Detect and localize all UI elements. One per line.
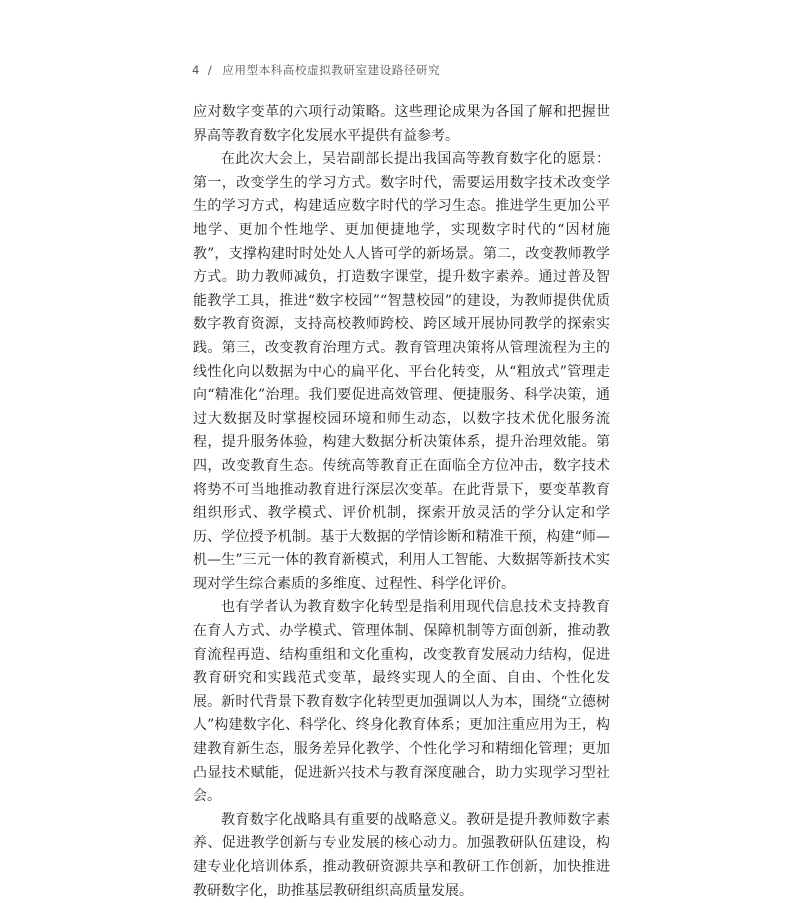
paragraph-strategy: 教育数字化战略具有重要的战略意义。教研是提升教师数字素养、促进教学创新与专业发展的核心动力。加强教研队伍建设，构建专业化培训体系，推动教研资源共享和教研工作创新，加快推进教研数字化，助推基层教研组织高质量发展。 — [193, 811, 610, 899]
paragraph-scholars: 也有学者认为教育数字化转型是指利用现代信息技术支持教育在育人方式、办学模式、管理体制、保障机制等方面创新，推动教育流程再造、结构重组和文化重构，改变教育发展动力结构，促进教育研究和实践范式变革，最终实现人的全面、自由、个性化发展。新时代背景下教育数字化转型更加强调以人为本，围绕“立德树人”构建数字化、科学化、终身化教育体系；更加注重应用为王，构建教育新生态，服务差异化教学、个性化学习和精细化管理；更加凸显技术赋能，促进新兴技术与教育深度融合，助力实现学习型社会。 — [193, 599, 610, 805]
paragraph-vision: 在此次大会上，吴岩副部长提出我国高等教育数字化的愿景：第一，改变学生的学习方式。数字时代，需要运用数字技术改变学生的学习方式，构建适应数字时代的学习生态。推进学生更加公平地学、更加个性地学、更加便捷地学，实现数字时代的“因材施教”，支撑构建时时处处人人皆可学的新场景。第二，改变教师教学方式。助力教师减负，打造数字课堂，提升数字素养。通过普及智能教学工具，推进“数字校园”“智慧校园”的建设，为教师提供优质数字教育资源，支持高校教师跨校、跨区域开展协同教学的探索实践。第三，改变教育治理方式。教育管理决策将从管理流程为主的线性化向以数据为中心的扁平化、平台化转变，从“粗放式”管理走向“精准化”治理。我们要促进高效管理、便捷服务、科学决策，通过大数据及时掌握校园环境和师生动态，以数字技术优化服务流程，提升服务体验，构建大数据分析决策体系，提升治理效能。第四，改变教育生态。传统高等教育正在面临全方位冲击，数字技术将势不可当地推动教育进行深层次变革。在此背景下，要变革教育组织形式、教学模式、评价机制，探索开放灵活的学分认定和学历、学位授予机制。基于大数据的学情诊断和精准干预，构建“师—机—生”三元一体的教育新模式，利用人工智能、大数据等新技术实现对学生综合素质的多维度、过程性、科学化评价。 — [193, 151, 610, 592]
header-separator: / — [207, 63, 213, 77]
book-title: 应用型本科高校虚拟教研室建设路径研究 — [222, 63, 441, 77]
body-text — [193, 101, 610, 903]
page-number: 4 — [192, 63, 200, 77]
paragraph-continued: 应对数字变革的六项行动策略。这些理论成果为各国了解和把握世界高等教育数字化发展水平提供有益参考。 — [193, 104, 610, 144]
running-header — [192, 62, 440, 78]
